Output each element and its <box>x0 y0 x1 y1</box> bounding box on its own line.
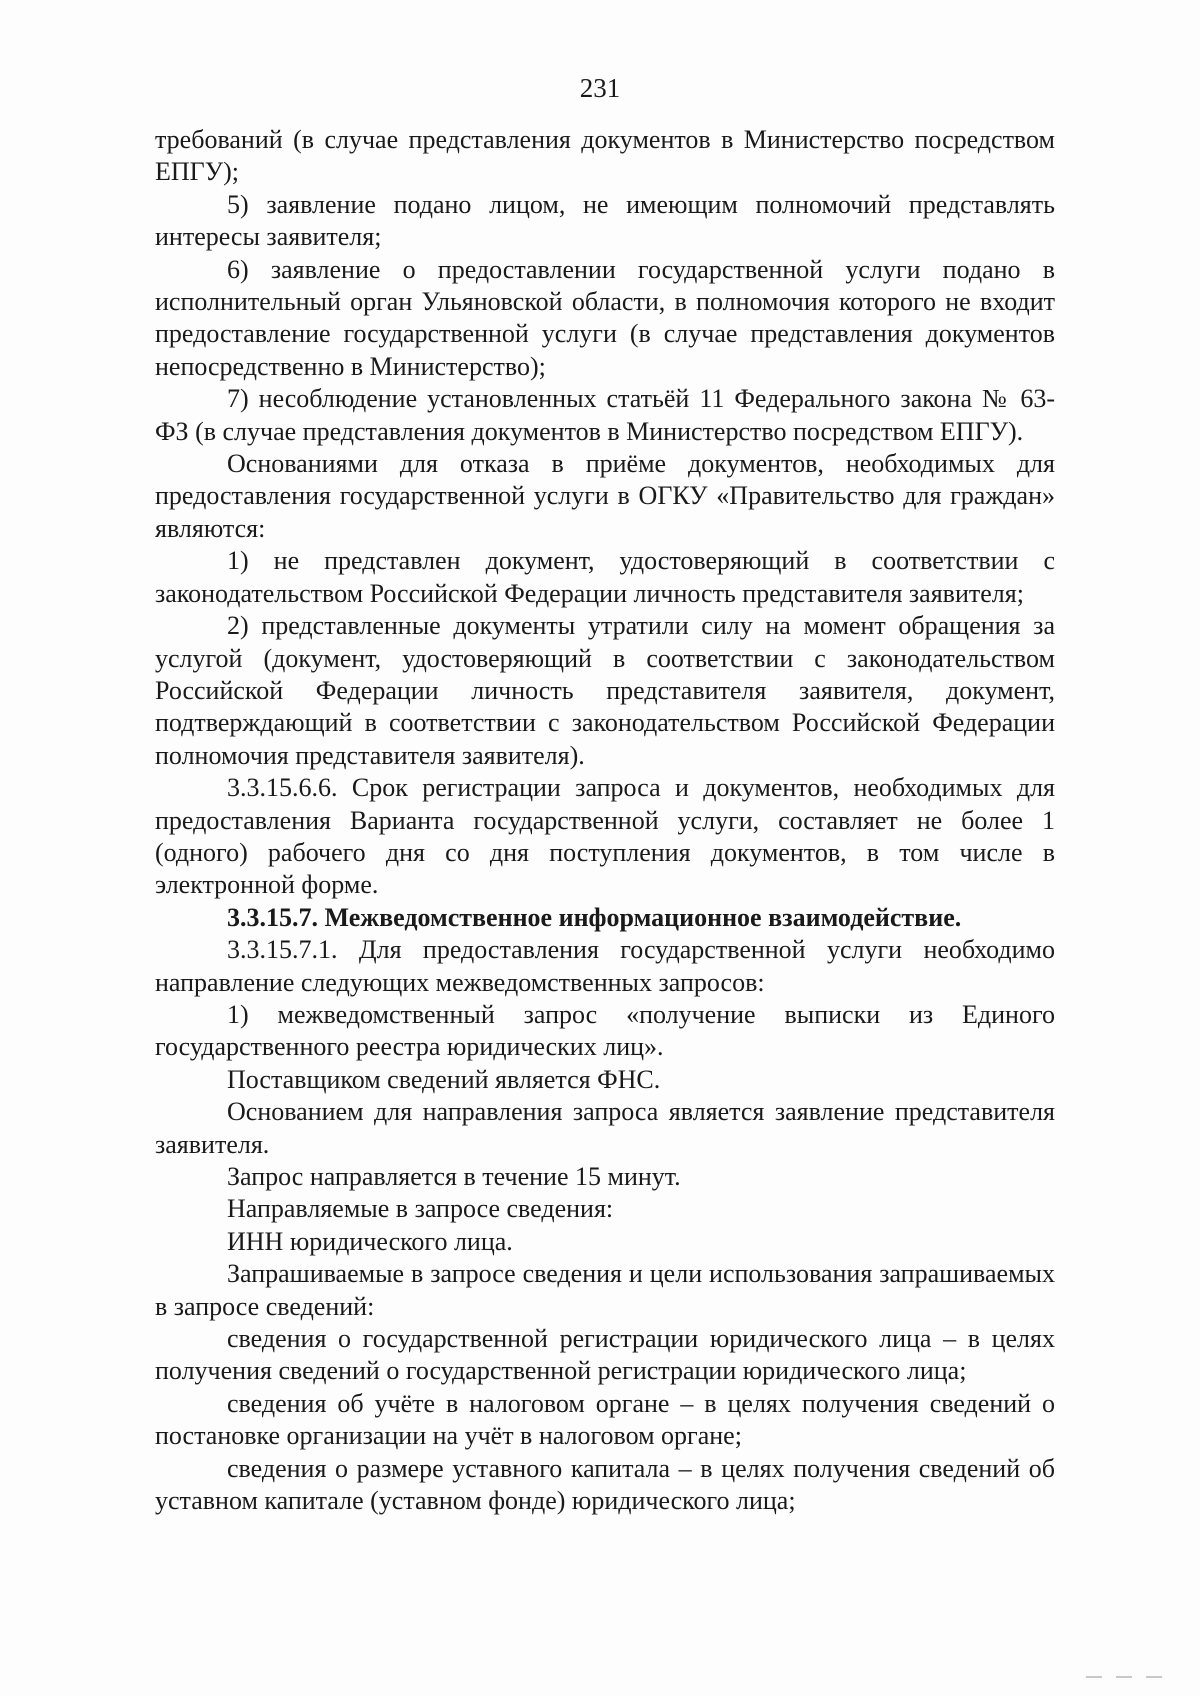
document-body <box>155 124 1055 1517</box>
list-item: 1) не представлен документ, удостоверяющий в соответствии с законодательством Российской Федерации личность представителя заявителя; <box>155 546 1055 608</box>
scan-mark <box>1116 1676 1132 1678</box>
scan-mark <box>1086 1676 1102 1678</box>
paragraph: требований (в случае представления документов в Министерство посредством ЕПГУ); <box>155 125 1055 187</box>
scan-mark <box>1146 1676 1162 1678</box>
paragraph: Поставщиком сведений является ФНС. <box>227 1064 661 1094</box>
scan-edge-marks <box>1086 1676 1162 1678</box>
list-item: 5) заявление подано лицом, не имеющим полномочий представлять интересы заявителя; <box>155 189 1055 252</box>
paragraph: Направляемые в запросе сведения: <box>227 1194 614 1224</box>
paragraph: 3.3.15.7.1. Для предоставления государственной услуги необходимо направление следующих межведомственных запросов: <box>155 935 1055 997</box>
list-item: 2) представленные документы утратили силу на момент обращения за услугой (документ, удостоверяющий в соответствии с законодательством Российской Федерации личность представителя заявителя, документ, подтверждающий в соответствии с законодательством Российской Федерации полномочия представителя заявителя). <box>155 611 1055 770</box>
paragraph: Основаниями для отказа в приёме документов, необходимых для предоставления государственной услуги в ОГКУ «Правительство для граждан» являются: <box>155 449 1055 543</box>
paragraph: Запрашиваемые в запросе сведения и цели использования запрашиваемых в запросе сведений: <box>155 1259 1055 1321</box>
page-number: 231 <box>579 73 621 103</box>
list-item: 1) межведомственный запрос «получение выписки из Единого государственного реестра юридических лиц». <box>155 999 1055 1062</box>
paragraph: Основанием для направления запроса является заявление представителя заявителя. <box>155 1097 1055 1159</box>
paragraph: Запрос направляется в течение 15 минут. <box>227 1162 681 1191</box>
section-heading: 3.3.15.7. Межведомственное информационное взаимодействие. <box>227 902 962 932</box>
list-item: сведения о государственной регистрации юридического лица – в целях получения сведений о государственной регистрации юридического лица; <box>155 1324 1055 1386</box>
list-item: сведения об учёте в налоговом органе – в целях получения сведений о постановке организации на учёт в налоговом органе; <box>155 1388 1055 1451</box>
paragraph: ИНН юридического лица. <box>227 1226 513 1256</box>
list-item: сведения о размере уставного капитала – в целях получения сведений об уставном капитале (уставном фонде) юридического лица; <box>155 1453 1055 1516</box>
list-item: 7) несоблюдение установленных статьёй 11 Федерального закона № 63-ФЗ (в случае представления документов в Министерство посредством ЕПГУ). <box>155 384 1055 446</box>
list-item: 6) заявление о предоставлении государственной услуги подано в исполнительный орган Ульяновской области, в полномочия которого не входит предоставление государственной услуги (в случае представления документов непосредственно в Министерство); <box>155 254 1055 381</box>
paragraph: 3.3.15.6.6. Срок регистрации запроса и документов, необходимых для предоставления Варианта государственной услуги, составляет не более 1 (одного) рабочего дня со дня поступления документов, в том числе в электронной форме. <box>155 773 1055 900</box>
